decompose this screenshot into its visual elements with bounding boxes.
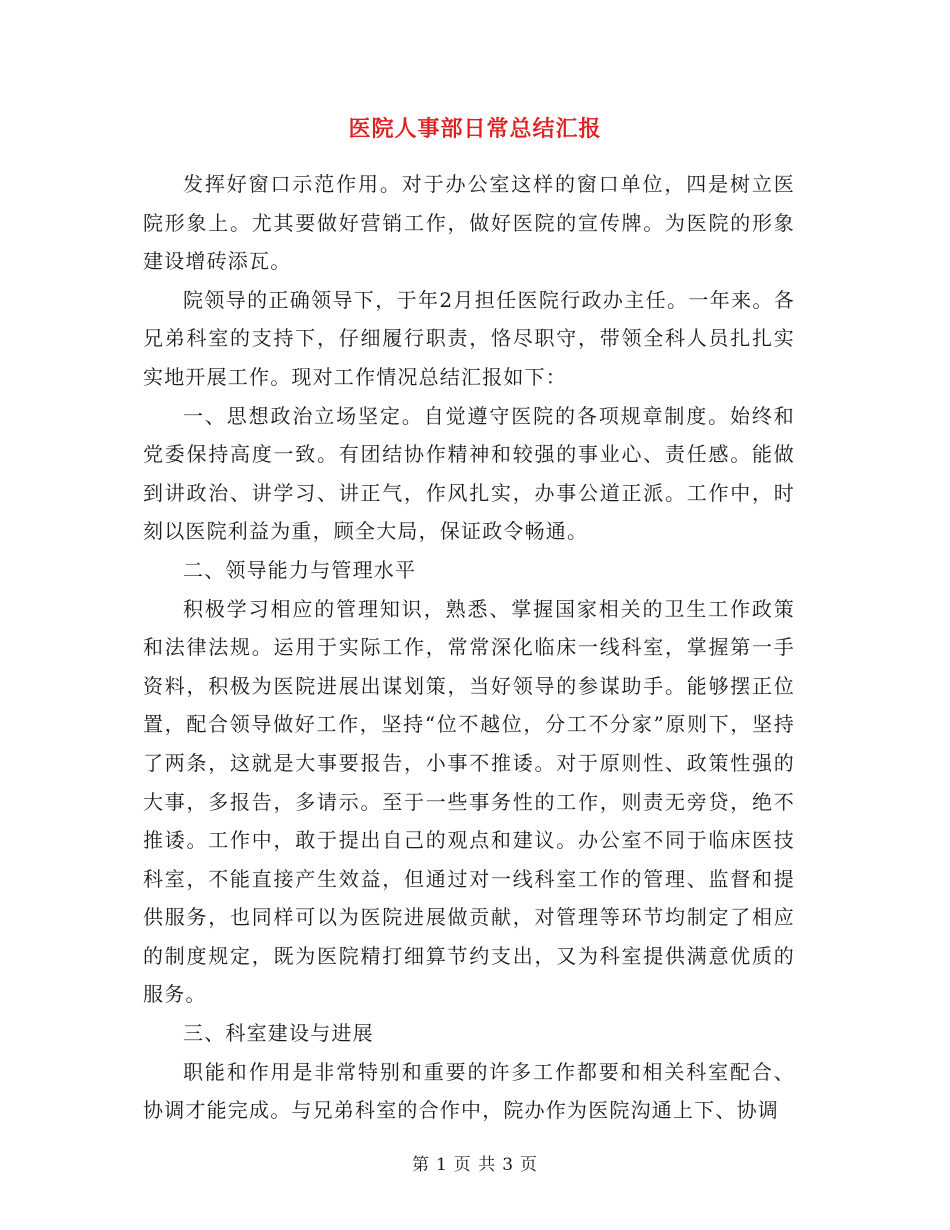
current-page-number: 1 (435, 1155, 448, 1175)
paragraph: 院领导的正确领导下，于年2月担任医院行政办主任。一年来。各兄弟科室的支持下，仔细履行职责，恪尽职守，带领全科人员扎扎实实地开展工作。现对工作情况总结汇报如下： (143, 287, 795, 389)
document-body (143, 165, 795, 1130)
paragraph: 一、思想政治立场坚定。自觉遵守医院的各项规章制度。始终和党委保持高度一致。有团结协作精神和较强的事业心、责任感。能做到讲政治、讲学习、讲正气，作风扎实，办事公道正派。工作中，时刻以医院利益为重，顾全大局，保证政令畅通。 (143, 403, 795, 544)
page-label-prefix: 第 (411, 1155, 430, 1175)
page-label-mid: 页 共 (453, 1155, 497, 1175)
paragraph: 职能和作用是非常特别和重要的许多工作都要和相关科室配合、协调才能完成。与兄弟科室的合作中，院办作为医院沟通上下、协调 (143, 1059, 795, 1123)
page-footer (0, 1154, 950, 1176)
document-title: 医院人事部日常总结汇报 (348, 116, 602, 142)
paragraph: 积极学习相应的管理知识，熟悉、掌握国家相关的卫生工作政策和法律法规。运用于实际工作，常常深化临床一线科室，掌握第一手资料，积极为医院进展出谋划策，当好领导的参谋助手。能够摆正位置，配合领导做好工作，坚持“位不越位，分工不分家”原则下，坚持了两条，这就是大事要报告，小事不推诿。对于原则性、政策性强的大事，多报告，多请示。至于一些事务性的工作，则责无旁贷，绝不推诿。工作中，敢于提出自己的观点和建议。办公室不同于临床医技科室，不能直接产生效益，但通过对一线科室工作的管理、监督和提供服务，也同样可以为医院进展做贡献，对管理等环节均制定了相应的制度规定，既为医院精打细算节约支出，又为科室提供满意优质的服务。 (143, 596, 795, 1007)
page-label-suffix: 页 (520, 1155, 539, 1175)
paragraph: 发挥好窗口示范作用。对于办公室这样的窗口单位，四是树立医院形象上。尤其要做好营销工作，做好医院的宣传牌。为医院的形象建设增砖添瓦。 (143, 172, 795, 274)
total-page-count: 3 (502, 1155, 515, 1175)
section-heading: 三、科室建设与进展 (183, 1021, 374, 1046)
section-heading: 二、领导能力与管理水平 (183, 557, 417, 582)
